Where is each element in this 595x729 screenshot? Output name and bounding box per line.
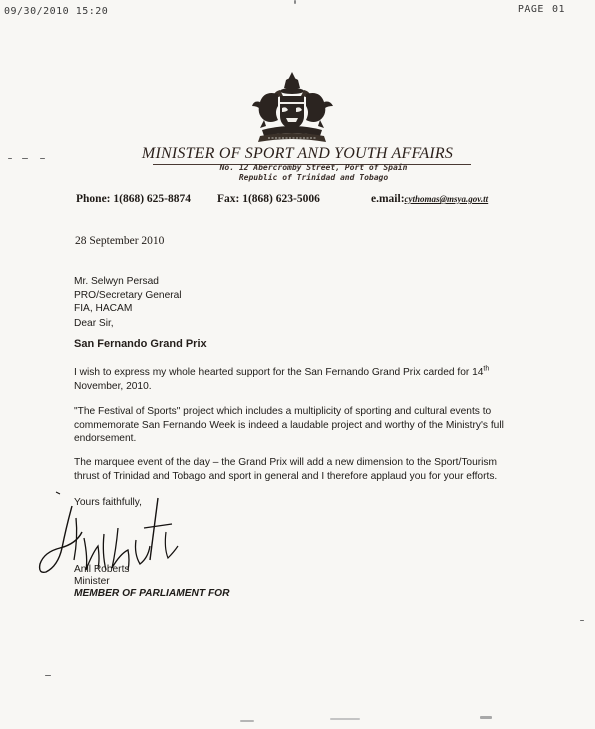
paragraph-1-text: I wish to express my whole hearted support for the San Fernando Grand Prix carded for 14	[74, 367, 484, 378]
recipient-name: Mr. Selwyn Persad	[74, 276, 159, 287]
paragraph-1	[74, 366, 519, 393]
closing: Yours faithfully,	[74, 497, 142, 508]
address-line-2: Republic of Trinidad and Tobago	[238, 173, 389, 182]
paragraph-1-line-1	[74, 366, 519, 380]
paragraph-2-line-2: commemorate San Fernando Week is indeed a laudable project and worthy of the Ministry's full	[74, 419, 504, 431]
signer-title: Minister	[74, 576, 110, 587]
ordinal-suffix: th	[483, 365, 490, 373]
fax-timestamp: 09/30/2010 15:20	[4, 6, 109, 17]
scan-speck	[330, 718, 360, 720]
ministry-title-text: MINISTER OF SPORT AND YOUTH AFFAIRS	[141, 145, 454, 162]
paragraph-2	[74, 405, 524, 446]
ministry-title	[0, 145, 595, 165]
email-address: cythomas@msya.gov.tt	[404, 194, 489, 204]
paragraph-2-line-3: endorsement.	[74, 433, 137, 444]
scan-speck	[580, 620, 584, 621]
scan-speck	[8, 158, 12, 159]
salutation: Dear Sir,	[74, 318, 114, 329]
scan-speck	[22, 158, 28, 159]
paragraph-3	[74, 456, 534, 483]
scan-speck	[240, 720, 254, 722]
fax-page-number	[518, 4, 565, 15]
paragraph-1-line-2: November, 2010.	[74, 380, 152, 392]
paragraph-3-line-1: The marquee event of the day – the Grand Prix will add a new dimension to the Sport/Tourism	[74, 457, 498, 468]
address-line-1: No. 12 Abercromby Street, Port of Spain	[219, 163, 408, 172]
letter-date: 28 September 2010	[75, 235, 165, 247]
recipient-organization: FIA, HACAM	[74, 303, 133, 314]
scan-speck	[294, 0, 296, 4]
paragraph-2-line-1: "The Festival of Sports" project which includes a multiplicity of sporting and cultural events to	[74, 406, 492, 417]
fax-page-value: 01	[551, 4, 565, 15]
fax-page-label: PAGE	[517, 4, 544, 15]
phone-number: Phone: 1(868) 625-8874	[76, 193, 191, 205]
fax-number: Fax: 1(868) 623-5006	[217, 193, 320, 205]
email-label: e.mail:	[371, 193, 405, 205]
scan-speck	[40, 158, 45, 159]
signer-office: MEMBER OF PARLIAMENT FOR	[74, 588, 230, 599]
recipient-position: PRO/Secretary General	[74, 289, 182, 301]
letter-subject: San Fernando Grand Prix	[74, 338, 207, 350]
paragraph-3-line-2: thrust of Trinidad and Tobago and sport in general and I therefore applaud you for your efforts.	[74, 470, 498, 482]
email-contact	[371, 193, 488, 205]
scan-speck	[480, 716, 492, 719]
signer-name: Anil Roberts	[74, 564, 130, 575]
coat-of-arms-icon	[250, 72, 335, 144]
recipient-block	[74, 275, 182, 316]
scan-speck	[45, 675, 51, 676]
